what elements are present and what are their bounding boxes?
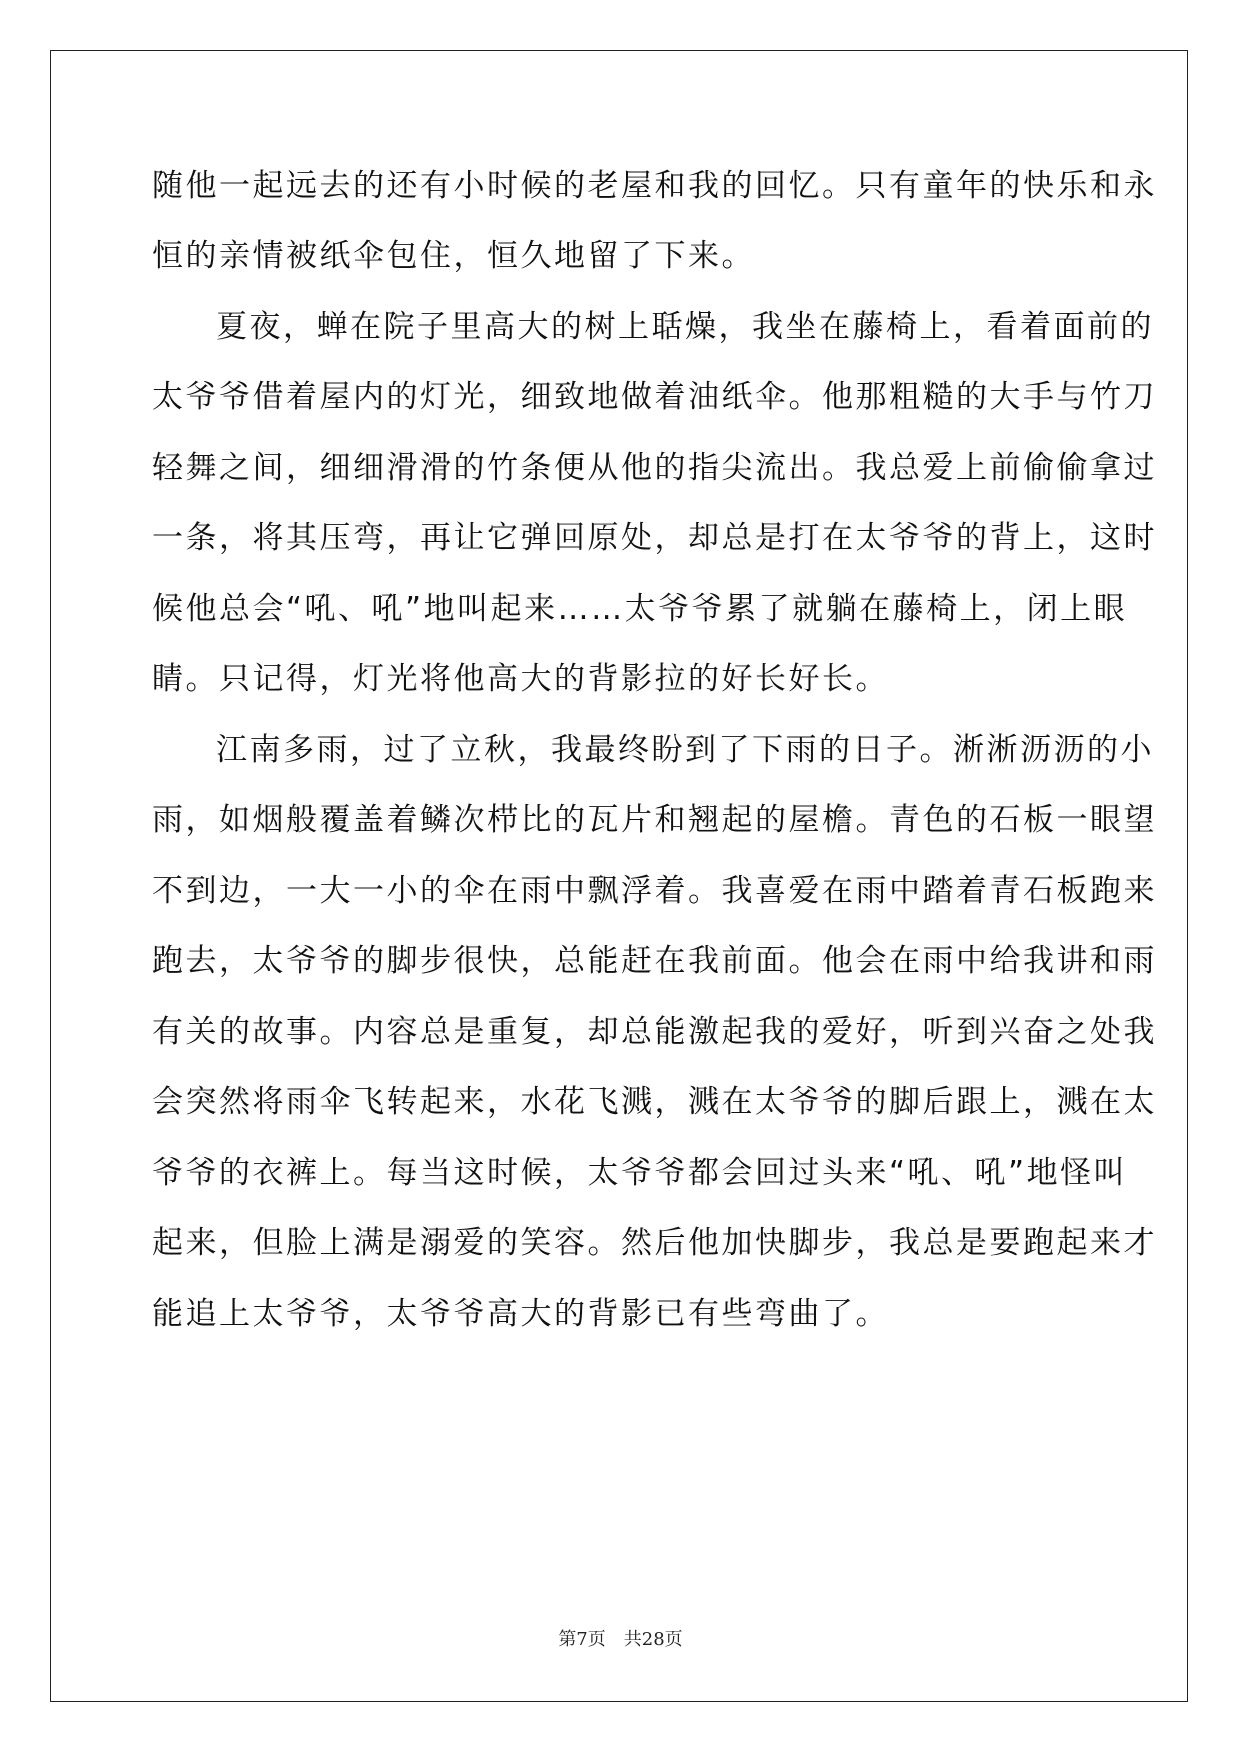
text-line: 夏夜，蝉在院子里高大的树上聒燥，我坐在藤椅上，看着面前的	[216, 309, 1154, 345]
text-line: 跑去，太爷爷的脚步很快，总能赶在我前面。他会在雨中给我讲和雨	[152, 943, 1157, 979]
text-line: 江南多雨，过了立秋，我最终盼到了下雨的日子。淅淅沥沥的小	[216, 732, 1154, 768]
text-line: 有关的故事。内容总是重复，却总能激起我的爱好，听到兴奋之处我	[152, 1014, 1157, 1050]
page-number: 第7页 共28页	[558, 1629, 683, 1650]
text-line: 候他总会“吼、吼”地叫起来……太爷爷累了就躺在藤椅上，闭上眼	[152, 591, 1128, 627]
text-line: 恒的亲情被纸伞包住，恒久地留了下来。	[152, 238, 755, 274]
text-line: 能追上太爷爷，太爷爷高大的背影已有些弯曲了。	[152, 1296, 889, 1332]
text-line: 太爷爷借着屋内的灯光，细致地做着油纸伞。他那粗糙的大手与竹刀	[152, 379, 1157, 415]
text-line: 随他一起远去的还有小时候的老屋和我的回忆。只有童年的快乐和永	[152, 168, 1157, 204]
text-line: 一条，将其压弯，再让它弹回原处，却总是打在太爷爷的背上，这时	[152, 520, 1157, 556]
text-line: 雨，如烟般覆盖着鳞次栉比的瓦片和翘起的屋檐。青色的石板一眼望	[152, 802, 1157, 838]
text-line: 轻舞之间，细细滑滑的竹条便从他的指尖流出。我总爱上前偷偷拿过	[152, 450, 1157, 486]
text-line: 会突然将雨伞飞转起来，水花飞溅，溅在太爷爷的脚后跟上，溅在太	[152, 1084, 1157, 1120]
text-line: 睛。只记得，灯光将他高大的背影拉的好长好长。	[152, 661, 889, 697]
text-line: 起来，但脸上满是溺爱的笑容。然后他加快脚步，我总是要跑起来才	[152, 1225, 1157, 1261]
text-line: 爷爷的衣裤上。每当这时候，太爷爷都会回过头来“吼、吼”地怪叫	[152, 1155, 1128, 1191]
text-line: 不到边，一大一小的伞在雨中飘浮着。我喜爱在雨中踏着青石板跑来	[152, 873, 1157, 909]
